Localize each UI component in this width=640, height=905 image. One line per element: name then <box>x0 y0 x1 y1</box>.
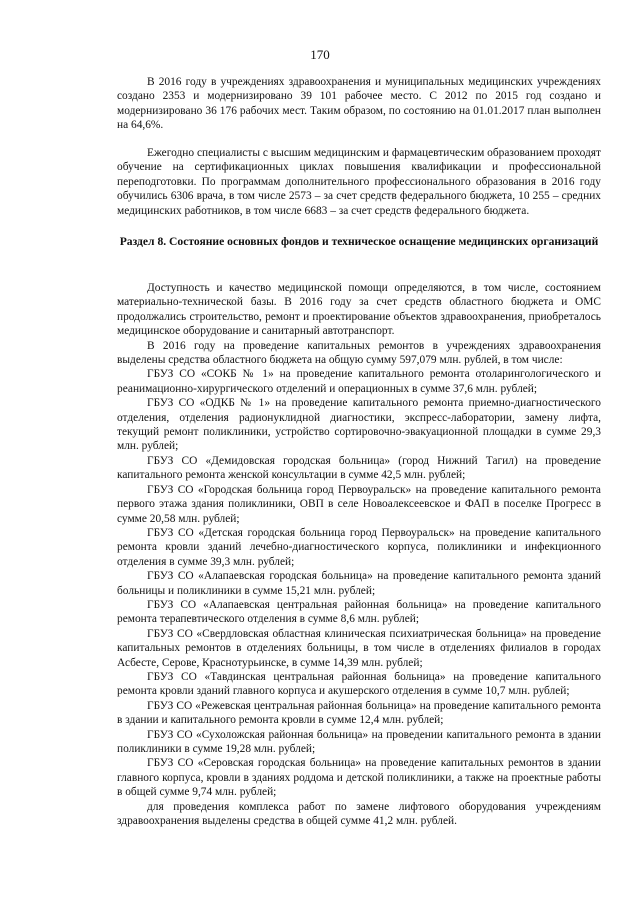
list-item: ГБУЗ СО «Детская городская больница город Первоуральск» на проведение капитального ремонта кровли зданий лечебно-диагностического корпуса, поликлиники и инфекционного отделения в сумме 39,3 млн. рублей; <box>117 526 601 568</box>
list-item: ГБУЗ СО «Алапаевская городская больница» на проведение капитального ремонта зданий больницы и поликлиники в сумме 15,21 млн. рублей; <box>117 570 601 597</box>
list-item: ГБУЗ СО «Свердловская областная клиническая психиатрическая больница» на проведение капитальных ремонтов в отделениях больницы, в том числе в отделениях филиалов в городах Асбесте, Серове, Краснотурьинске, в сумме 14,39 млн. рублей; <box>117 627 601 669</box>
list-item: ГБУЗ СО «Алапаевская центральная районная больница» на проведение капитального ремонта терапевтического отделения в сумме 8,6 млн. рублей; <box>117 598 601 626</box>
list-item: ГБУЗ СО «Городская больница город Первоуральск» на проведение капитального ремонта первого этажа здания поликлиники, ОВП в селе Новоалексеевское и ФАП в поселке Прогресс в сумме 20,58 млн. рублей; <box>117 483 601 525</box>
paragraph: Доступность и качество медицинской помощи определяются, в том числе, состоянием материально-технической базы. В 2016 году за счет средств областного бюджета и ОМС продолжались строительство, ремонт и проектирование объектов здравоохранения, приобреталось медицинское оборудование и санитарный автотранспорт. <box>117 282 601 338</box>
list-item: ГБУЗ СО «Тавдинская центральная районная больница» на проведение капитального ремонта кровли зданий главного корпуса и акушерского отделения в сумме 10,7 млн. рублей; <box>117 670 601 698</box>
list-item: ГБУЗ СО «Сухоложская районная больница» на проведении капитального ремонта в здании поликлиники в сумме 19,28 млн. рублей; <box>117 728 601 755</box>
page-number: 170 <box>310 47 330 62</box>
paragraph: В 2016 году в учреждениях здравоохранения и муниципальных медицинских учреждениях создано 2353 и модернизировано 39 101 рабочее место. С 2012 по 2015 год создано и модернизировано 36 176 рабочих мест. Таким образом, по состоянию на 01.01.2017 план выполнен на 64,6%. <box>117 76 601 132</box>
list-item: ГБУЗ СО «ОДКБ № 1» на проведение капитального ремонта приемно-диагностического отделения, отделения радионуклидной диагностики, экспресс-лаборатории, замену лифта, текущий ремонт поликлиники, устройство сортировочно-эвакуационной площадки в сумме 29,3 млн. рублей; <box>117 397 601 453</box>
list-item: ГБУЗ СО «Режевская центральная районная больница» на проведение капитального ремонта в здании и капитального ремонта кровли в сумме 12,4 млн. рублей; <box>117 699 601 727</box>
intro-paragraph-1 <box>117 75 601 133</box>
list-item: ГБУЗ СО «Серовская городская больница» на проведение капитальных ремонтов в здании главного корпуса, кровли в зданиях роддома и детской поликлиники, а также на проектные работы в общей сумме 9,74 млн. рублей; <box>117 757 601 799</box>
paragraph: Ежегодно специалисты с высшим медицинским и фармацевтическим образованием проходят обучение на сертификационных циклах повышения квалификации и профессиональной переподготовки. По программам дополнительного профессионального образования в 2016 году обучились 6306 врача, в том числе 2573 – за счет средств федерального бюджета, 10 255 – средних медицинских работников, в том числе 6683 – за счет средств федерального бюджета. <box>117 147 601 217</box>
intro-paragraph-2 <box>117 146 601 218</box>
list-item: для проведения комплекса работ по замене лифтового оборудования учреждениям здравоохранения выделены средства в общей сумме 41,2 млн. рублей. <box>117 800 601 828</box>
list-item: ГБУЗ СО «СОКБ № 1» на проведение капитального ремонта отоларингологического и реанимационно-хирургического отделений и операционных в сумме 37,6 млн. рублей; <box>117 368 601 395</box>
paragraph: В 2016 году на проведение капитальных ремонтов в учреждениях здравоохранения выделены средства областного бюджета на общую сумму 597,079 млн. рублей, в том числе: <box>117 339 601 367</box>
list-item: ГБУЗ СО «Демидовская городская больница» (город Нижний Тагил) на проведение капитального ремонта женской консультации в сумме 42,5 млн. рублей; <box>117 454 601 482</box>
section-body <box>117 281 601 828</box>
section-heading: Раздел 8. Состояние основных фондов и техническое оснащение медицинских организаций <box>119 235 599 248</box>
